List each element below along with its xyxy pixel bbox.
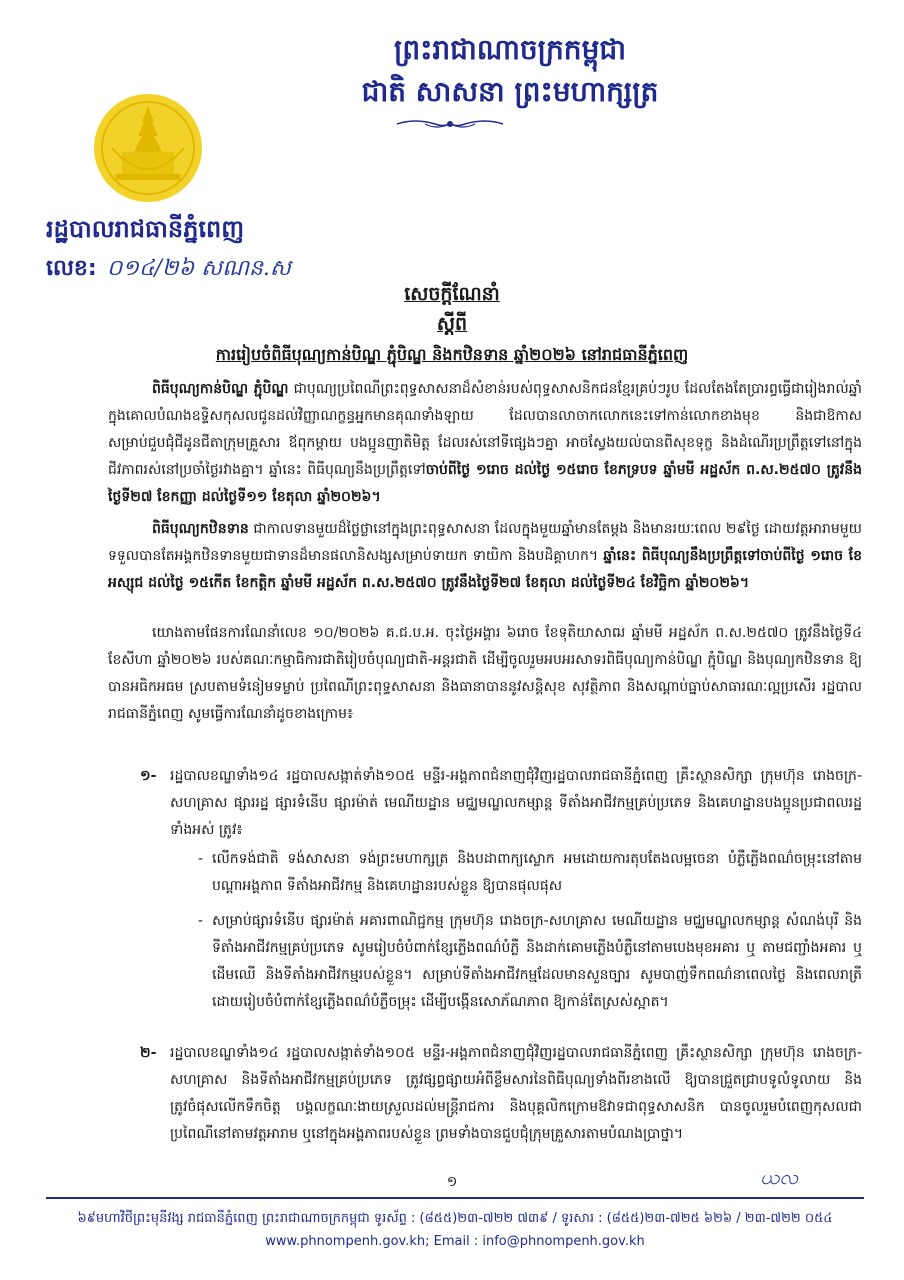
- page-number: ១: [446, 1174, 458, 1190]
- sub-item-text: សម្រាប់ផ្សារទំនើប ផ្សារម៉ាត់ អគារពាណិជ្ជកម្ម ក្រុមហ៊ុន រោងចក្រ-សហគ្រាស មេណីយដ្ឋាន មជ្ឈមណ្ឌលកម្សាន្ត សំណង់បុរី និងទីតាំងអាជីវកម្មគ្រប់ប្រភេទ សូមរៀបចំបំពាក់ខ្សែភ្លើងពណ៌បំភ្លឺ និងដាក់គោមភ្លើងបំភ្លឺនៅតាមបេងមុខអគារ ឬ តាមជញ្ជាំងអគារ ឬ ដើមឈើ និងទីតាំងអាជីវកម្មរបស់ខ្លួន។ សម្រាប់ទីតាំងអាជីវកម្មដែលមានសួនច្បារ សូមបាញ់ទឹកពណ៌នាពេលថ្ងៃ និងពេលរាត្រី ដោយរៀបចំបំពាក់ខ្សែភ្លើងពណ៌បំភ្លឺចម្រុះ ដើម្បីបង្កើនសោភ័ណភាព ឱ្យកាន់តែស្រស់ស្អាត។: [212, 913, 862, 1010]
- handwritten-initials: ယလ: [760, 1165, 799, 1189]
- item-number: ២-: [140, 1045, 157, 1061]
- paragraph-pchum-ben: [108, 376, 862, 511]
- kingdom-heading: ព្រះរាជាណាចក្រកម្ពុជា: [393, 33, 626, 66]
- sub-list-item: [198, 908, 862, 1016]
- paragraph-text: ជាកាលទានមួយដ៏ថ្លៃថ្លានៅក្នុងព្រះពុទ្ធសាសនា ដែលក្នុងមួយឆ្នាំមានតែម្ដង និងមានរយៈពេល ២៩ថ្ងៃ ដោយវត្តអារាមមួយទទួលបានតែអង្គកឋិនទានមួយជាទានដ៏មានផលានិសង្សសម្រាប់ទាយក ទាយិកា និងបដិគ្គាហក។: [108, 521, 862, 564]
- sub-item-text: លើកទង់ជាតិ ទង់សាសនា ទង់ព្រះមហាក្សត្រ និងបដាពាក្យស្លោក អមដោយការតុបតែងលម្អចេនា បំភ្លឺភ្លើងពណ៌ចម្រុះនៅតាមបណ្ដាអង្គភាព ទីតាំងអាជីវកម្ម និងគេហដ្ឋានរបស់ខ្លួន ឱ្យបានផុលផុស: [212, 851, 862, 894]
- dash-bullet-icon: -: [198, 851, 204, 867]
- dash-bullet-icon: -: [198, 913, 204, 929]
- item-text: រដ្ឋបាលខណ្ឌទាំង១៤ រដ្ឋបាលសង្កាត់ទាំង១០៥ មន្ទីរ-អង្គភាពជំនាញជុំវិញរដ្ឋបាលរាជធានីភ្នំពេញ គ្រឹះស្ថានសិក្សា ក្រុមហ៊ុន រោងចក្រ-សហគ្រាស ផ្សាររដ្ឋ ផ្សារទំនើប ផ្សារម៉ាត់ មេណីយដ្ឋាន មជ្ឈមណ្ឌលកម្សាន្ត ទីតាំងអាជីវកម្មគ្រប់ប្រភេទ និងគេហដ្ឋានបងប្អូនប្រជាពលរដ្ឋទាំងអស់ ត្រូវ៖: [170, 768, 862, 838]
- reference-number: ០១៤/២៦ សណន.ស: [106, 256, 291, 281]
- list-item: [140, 763, 862, 844]
- document-title: សេចក្តីណែនាំ: [404, 283, 500, 305]
- document-topic: ការរៀបចំពិធីបុណ្យកាន់បិណ្ឌ ភ្ជុំបិណ្ឌ និងកឋិនទាន ឆ្នាំ២០២៦ នៅរាជធានីភ្នំពេញ: [215, 345, 689, 364]
- footer-divider: [46, 1197, 864, 1199]
- paragraph-lead: ពិធីបុណ្យកឋិនទាន: [152, 521, 249, 537]
- item-text: រដ្ឋបាលខណ្ឌទាំង១៤ រដ្ឋបាលសង្កាត់ទាំង១០៥ មន្ទីរ-អង្គភាពជំនាញជុំវិញរដ្ឋបាលរាជធានីភ្នំពេញ គ្រឹះស្ថានសិក្សា ក្រុមហ៊ុន រោងចក្រ-សហគ្រាស និងទីតាំងអាជីវកម្មគ្រប់ប្រភេទ ត្រូវផ្សព្វផ្សាយអំពីខ្លឹមសារនៃពិធីបុណ្យទាំងពីរខាងលើ ឱ្យបានជ្រួតជ្រាបទូលំទូលាយ និងត្រូវចំផុសលើកទឹកចិត្ត បង្គលក្ខណៈងាយស្រួលដល់មន្ត្រីរាជការ និងបុគ្គលិកក្រោមឱវាទជាពុទ្ធសាសនិក បានចូលរួមបំពេញកុសលជាប្រពៃណីនៅតាមវត្តអារាម ឬនៅក្នុងអង្គភាពរបស់ខ្លួន ព្រមទាំងបានជួបជុំក្រុមគ្រួសារតាមបំណងប្រាថ្នា។: [170, 1045, 862, 1142]
- item-number: ១-: [140, 768, 157, 784]
- footer-address: ៦៩មហាវិថីព្រះមុនីវង្ស រាជធានីភ្នំពេញ ព្រះរាជាណាចក្រកម្ពុជា ទូរស័ព្ទ : (៨៥៥)២៣-៧២២ ៧៣៩ / ទូរសារ : (៨៥៥)២៣-៧២៥ ៦២៦ / ២៣-៧២២ ០៥៤: [77, 1211, 833, 1226]
- document-subtitle: ស្តីពី: [436, 313, 468, 335]
- national-motto: ជាតិ សាសនា ព្រះមហាក្សត្រ: [361, 75, 659, 108]
- paragraph-lead: ពិធីបុណ្យកាន់បិណ្ឌ ភ្ជុំបិណ្ឌ: [152, 381, 289, 397]
- paragraph-kathina: [108, 516, 862, 597]
- paragraph-dates: ឆ្នាំនេះ ពិធីបុណ្យនឹងប្រព្រឹត្តទៅចាប់ពីថ្ងៃ ១រោច ខែអស្សុជ ដល់ថ្ងៃ ១៥កើត ខែកត្តិក ឆ្នាំមមី អដ្ឋស័ក ព.ស.២៥៧០ ត្រូវនឹងថ្ងៃទី២៧ ខែតុលា ដល់ថ្ងៃទី២៤ ខែវិច្ឆិកា ឆ្នាំ២០២៦។: [108, 548, 863, 591]
- paragraph-reference-plan: យោងតាមផែនការណែនាំលេខ ១០/២០២៦ គ.ជ.ប.អ. ចុះថ្ងៃអង្គារ ៦រោច ខែទុតិយាសាឍ ឆ្នាំមមី អដ្ឋស័ក ព.ស.២៥៧០ ត្រូវនឹងថ្ងៃទី៤ ខែសីហា ឆ្នាំ២០២៦ របស់គណៈកម្មាធិការជាតិរៀបចំបុណ្យជាតិ-អន្តរជាតិ ដើម្បីចូលរួមអបអរសាទរពិធីបុណ្យកាន់បិណ្ឌ ភ្ជុំបិណ្ឌ និងបុណ្យកឋិនទាន ឱ្យបានអធិកអធម ស្របតាមទំនៀមទម្លាប់ ប្រពៃណីព្រះពុទ្ធសាសនា និងធានាបាននូវសន្តិសុខ សុវត្ថិភាព និងសណ្តាប់ធ្នាប់សាធារណៈល្អប្រសើរ រដ្ឋបាលរាជធានីភ្នំពេញ សូមធ្វើការណែនាំដូចខាងក្រោម៖: [108, 625, 862, 722]
- reference-label: លេខ:: [46, 256, 97, 281]
- footer-contact: www.phnompenh.gov.kh; Email : info@phnompenh.gov.kh: [265, 1234, 645, 1249]
- sub-list-item: [198, 846, 862, 900]
- administration-name: រដ្ឋបាលរាជធានីភ្នំពេញ: [46, 215, 245, 243]
- list-item: [140, 1040, 862, 1148]
- ornament-divider-icon: [395, 116, 505, 132]
- paragraph-text: ជាបុណ្យប្រពៃណីព្រះពុទ្ធសាសនាដ៏សំខាន់របស់ពុទ្ធសាសនិកជនខ្មែរគ្រប់ៗរូប ដែលតែងតែប្រារព្ធធ្វើជារៀងរាល់ឆ្នាំ ក្នុងគោលបំណងឧទ្ទិសកុសលជូនដល់វិញ្ញាណក្ខន្ធអ្នកមានគុណទាំងឡាយ ដែលបានលាចាកលោកនេះទៅកាន់លោកខាងមុខ និងជាឱកាសសម្រាប់ជួបជុំជីដូនជីតាក្រុមគ្រួសារ ឪពុកម្ដាយ បងប្អូនញាតិមិត្ត ដែលរស់នៅទីផ្សេងៗគ្នា អាចស្វែងយល់បានពីសុខទុក្ខ និងដំណើរប្រព្រឹត្តទៅនៅក្នុងជីវភាពរស់នៅប្រចាំថ្ងៃរវាងគ្នា។ ឆ្នាំនេះ ពិធីបុណ្យនឹងប្រព្រឹត្តទៅ: [108, 381, 862, 478]
- paragraph-dates: ចាប់ពីថ្ងៃ ១រោច ដល់ថ្ងៃ ១៥រោច ខែភទ្របទ ឆ្នាំមមី អដ្ឋស័ក ព.ស.២៥៧០ ត្រូវនឹងថ្ងៃទី២៧ ខែកញ្ញា ដល់ថ្ងៃទី១១ ខែតុលា ឆ្នាំ២០២៦។: [108, 462, 863, 505]
- municipal-seal-icon: [92, 92, 204, 204]
